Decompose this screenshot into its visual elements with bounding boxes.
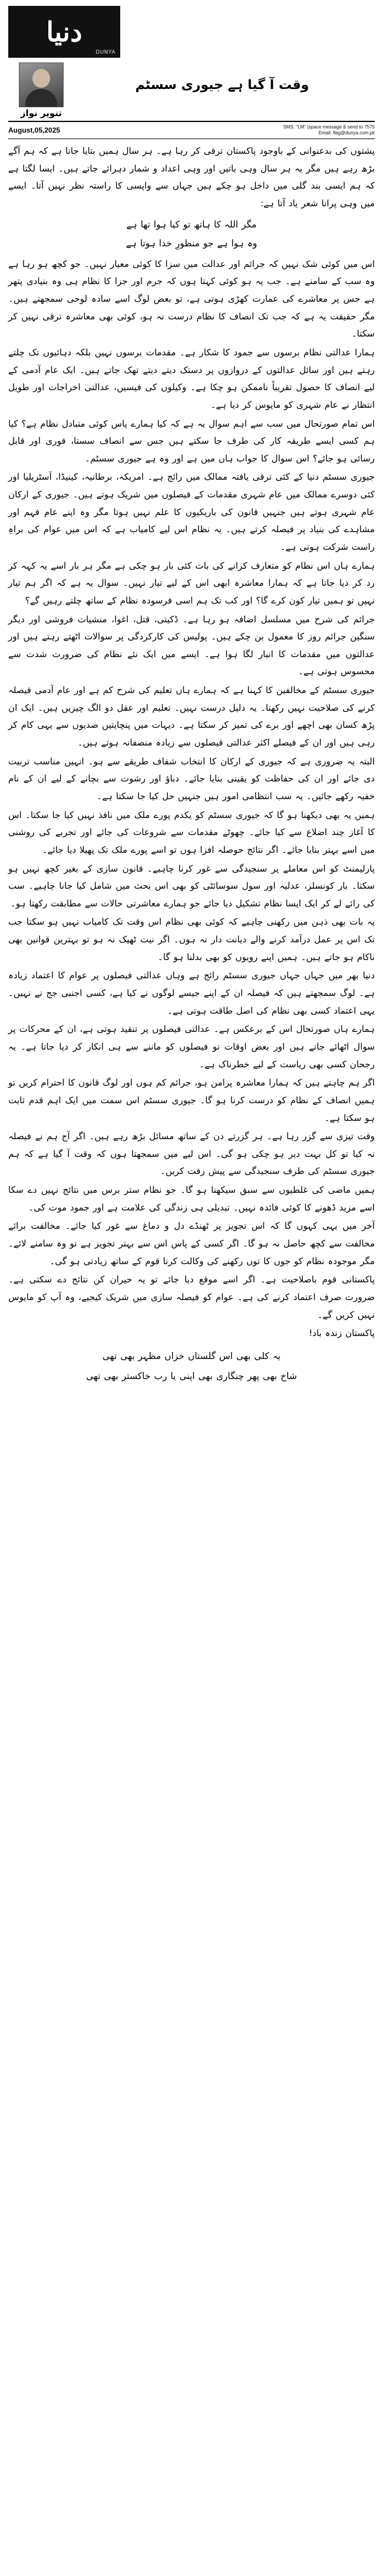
paragraph: جرائم کی شرح میں مسلسل اضافہ ہو رہا ہے۔ ڈکیتی، قتل، اغوا، منشیات فروشی اور دیگر سنگین جرائم روز کا معمول بن چکے ہیں۔ پولیس کی کارکردگی پر سوالات اٹھتے رہتے ہیں اور عدالتوں میں مقدمات کا انبار لگا ہوا ہے۔ ایسے میں ایک نئے نظام کی ضرورت شدت سے محسوس ہوتی ہے۔ bbox=[8, 614, 375, 677]
paragraph: جیوری سسٹم دنیا کے کئی ترقی یافتہ ممالک میں رائج ہے۔ امریکہ، برطانیہ، کینیڈا، آسٹریلیا اور کئی دوسرے ممالک میں عام شہری مقدمات کے فیصلوں میں شریک ہوتے ہیں۔ جیوری کے ارکان عام شہری ہوتے ہیں جنہیں قانون کی باریکیوں کا علم نہیں ہوتا مگر وہ اپنے عام فہم اور مشاہدے کی بنیاد پر فیصلہ کرتے ہیں۔ یہ نظام اس لیے کامیاب ہے کہ اس میں عوام کی براہِ راست شرکت ہوتی ہے۔ bbox=[8, 471, 375, 552]
page-title: وقت آ گیا ہے جیوری سسٹم bbox=[135, 78, 309, 93]
paragraph: دنیا بھر میں جہاں جہاں جیوری سسٹم رائج ہے وہاں عدالتی فیصلوں پر عوام کا اعتماد زیادہ ہے۔ لوگ سمجھتے ہیں کہ فیصلہ ان کے اپنے جیسے لوگوں نے کیا ہے، کسی اجنبی جج نے نہیں۔ یہی اعتماد کسی بھی نظام کی اصل طاقت ہوتی ہے۔ bbox=[8, 970, 375, 1016]
masthead bbox=[8, 6, 375, 60]
paragraph: البتہ یہ ضروری ہے کہ جیوری کے ارکان کا انتخاب شفاف طریقے سے ہو۔ انہیں مناسب تربیت دی جائے اور ان کی حفاظت کو یقینی بنایا جائے۔ دباؤ اور رشوت سے بچانے کے لیے ان کے نام خفیہ رکھے جائیں۔ یہ سب انتظامی امور ہیں جنہیں حل کیا جا سکتا ہے۔ bbox=[8, 756, 375, 802]
paragraph: پارلیمنٹ کو اس معاملے پر سنجیدگی سے غور کرنا چاہیے۔ قانون سازی کے بغیر کچھ نہیں ہو سکتا۔ بار کونسلز، عدلیہ اور سول سوسائٹی کو بھی اس بحث میں شامل کیا جانا چاہیے۔ سب کی رائے لے کر ایک ایسا نظام تشکیل دیا جائے جو ہمارے معاشرتی حالات سے مطابقت رکھتا ہو۔ bbox=[8, 863, 375, 909]
publication-logo bbox=[8, 6, 120, 58]
paragraph: ہمارے ہاں صورتحال اس کے برعکس ہے۔ عدالتی فیصلوں پر تنقید ہوتی ہے، ان کے محرکات پر سوال اٹھائے جاتے ہیں اور بعض اوقات تو فیصلوں کو ماننے سے ہی انکار کر دیا جاتا ہے۔ یہ رجحان کسی بھی ریاست کے لیے خطرناک ہے۔ bbox=[8, 1024, 375, 1070]
publish-date: August,05,2025 bbox=[8, 126, 61, 135]
paragraph: ہمارے ہاں اس نظام کو متعارف کرانے کی بات کئی بار ہو چکی ہے مگر ہر بار اسے یہ کہہ کر رد کر دیا جاتا ہے کہ ہمارا معاشرہ ابھی اس کے لیے تیار نہیں۔ سوال یہ ہے کہ اگر ہم تیار نہیں تو ہمیں تیار کون کرے گا؟ اور کب تک ہم اسی فرسودہ نظام کے ساتھ چلتے رہیں گے؟ bbox=[8, 560, 375, 606]
paragraph: ہمارا عدالتی نظام برسوں سے جمود کا شکار ہے۔ مقدمات برسوں نہیں بلکہ دہائیوں تک چلتے رہتے ہیں اور سائل عدالتوں کے دروازوں پر دستک دیتے دیتے تھک جاتے ہیں۔ ایک عام آدمی کے لیے انصاف کا حصول تقریباً ناممکن ہو چکا ہے۔ وکیلوں کی فیسیں، عدالتی اخراجات اور طویل انتظار نے عام شہری کو مایوس کر دیا ہے۔ bbox=[8, 347, 375, 410]
opening-verse bbox=[8, 215, 375, 253]
author-name: تنویر نواز bbox=[20, 108, 62, 118]
paragraph: پاکستان زندہ باد! bbox=[309, 1328, 375, 1339]
avatar bbox=[19, 62, 64, 107]
article-body bbox=[8, 143, 375, 1386]
closing-verse bbox=[8, 1346, 375, 1386]
paragraph: جیوری سسٹم کے مخالفین کا کہنا ہے کہ ہمارے ہاں تعلیم کی شرح کم ہے اور عام آدمی فیصلہ کرنے کی صلاحیت نہیں رکھتا۔ یہ دلیل درست نہیں۔ تعلیم اور عقل دو الگ چیزیں ہیں۔ ایک ان پڑھ کسان بھی اچھے اور برے کی تمیز کر سکتا ہے۔ دیہات میں پنچایتیں صدیوں سے یہی کام کر رہی ہیں اور ان کے فیصلے اکثر عدالتی فیصلوں سے زیادہ منصفانہ ہوتے ہیں۔ bbox=[8, 685, 375, 748]
logo-subtext: DUNYA bbox=[95, 50, 115, 55]
verse-line: وہ ہوا ہے جو منظورِ خدا ہوتا ہے bbox=[126, 238, 257, 249]
paragraph: آخر میں یہی کہوں گا کہ اس تجویز پر ٹھنڈے دل و دماغ سے غور کیا جائے۔ مخالفت برائے مخالفت سے کچھ حاصل نہ ہو گا۔ اگر کسی کے پاس اس سے بہتر تجویز ہے تو وہ سامنے لائے۔ مگر موجودہ نظام کو جوں کا توں رکھنے کی وکالت کرنا قوم کے ساتھ زیادتی ہو گی۔ bbox=[8, 1221, 375, 1266]
verse-line: مگر اللہ کا ہاتھ تو کیا ہوا تھا ہے bbox=[126, 219, 257, 230]
contact-info bbox=[283, 124, 375, 137]
meta-row bbox=[8, 123, 375, 140]
email-line[interactable]: Email: flag@dunya.com.pk bbox=[318, 130, 375, 136]
column-header bbox=[8, 62, 375, 122]
paragraph: اگر ہم چاہتے ہیں کہ ہمارا معاشرہ پرامن ہو، جرائم کم ہوں اور لوگ قانون کا احترام کریں تو ہمیں انصاف کے نظام کو درست کرنا ہو گا۔ جیوری سسٹم اس سمت میں ایک اہم قدم ثابت ہو سکتا ہے۔ bbox=[8, 1077, 375, 1123]
paragraph: وقت تیزی سے گزر رہا ہے۔ ہر گزرتے دن کے ساتھ مسائل بڑھ رہے ہیں۔ اگر آج ہم نے فیصلہ نہ کیا تو کل بہت دیر ہو چکی ہو گی۔ اس لیے میں سمجھتا ہوں کہ وقت آ گیا ہے کہ ہم جیوری سسٹم کی طرف سنجیدگی سے پیش رفت کریں۔ bbox=[8, 1131, 375, 1177]
paragraph: یہ بات بھی ذہن میں رکھنی چاہیے کہ کوئی بھی نظام اس وقت تک کامیاب نہیں ہو سکتا جب تک اس پر عمل درآمد کرنے والے دیانت دار نہ ہوں۔ اگر نیت ٹھیک نہ ہو تو بہترین قوانین بھی ناکام ہو جاتے ہیں۔ ہمیں اپنے رویوں کو بھی بدلنا ہو گا۔ bbox=[8, 916, 375, 962]
paragraph: اس میں کوئی شک نہیں کہ جرائم اور عدالت میں سزا کا کوئی معیار نہیں۔ جو کچھ ہو رہا ہے وہ سب کے سامنے ہے۔ جب یہ ہو کوئی کہتا ہوں کہ جرم اور جزا کا نظام ہی وہ بنیادی پتھر ہے جس پر معاشرے کی عمارت کھڑی ہوتی ہے، تو بعض لوگ اسے سادہ لوحی سمجھتے ہیں۔ مگر حقیقت یہ ہے کہ جب تک انصاف کا نظام درست نہ ہو، کوئی بھی معاشرہ ترقی نہیں کر سکتا۔ bbox=[8, 258, 375, 339]
logo-text: دنیا bbox=[46, 16, 82, 48]
verse-line: یہ کلی بھی اس گلستاں خزاں مظہر بھی تھی bbox=[102, 1350, 281, 1361]
author-block bbox=[13, 62, 70, 118]
sms-line: SMS: "LM" (space message & send to 7575 bbox=[283, 124, 375, 130]
paragraph: پاکستانی قوم باصلاحیت ہے۔ اگر اسے موقع دیا جائے تو یہ حیران کن نتائج دے سکتی ہے۔ ضرورت صرف اعتماد کرنے کی ہے۔ عوام کو فیصلہ سازی میں شریک کیجیے، وہ آپ کو مایوس نہیں کریں گے۔ bbox=[8, 1274, 375, 1320]
column-title-wrap bbox=[70, 62, 375, 93]
paragraph-intro: پشتوں کی بدعنوانی کے باوجود پاکستان ترقی کر رہا ہے۔ ہر سال ہمیں بتایا جاتا ہے کہ ہم آگے بڑھ رہے ہیں مگر یہ ہر سال وہی باتیں اور وہی اعداد و شمار دہرائے جاتے ہیں۔ ایسا لگتا ہے کہ ہم ایسی بند گلی میں داخل ہو چکے ہیں جہاں سے واپسی کا راستہ نظر نہیں آتا۔ ایسے میں وہی پرانا شعر یاد آتا ہے: bbox=[8, 146, 375, 209]
verse-line: شاخ بھی پھر چنگاری بھی اپنی یا رب خاکستر بھی تھی bbox=[86, 1370, 297, 1381]
paragraph: ہمیں ماضی کی غلطیوں سے سبق سیکھنا ہو گا۔ جو نظام ستر برس میں نتائج نہیں دے سکا اسے مزید ڈھونے کا کوئی فائدہ نہیں۔ تبدیلی ہی زندگی کی علامت ہے اور جمود موت کی۔ bbox=[8, 1185, 375, 1213]
paragraph: ہمیں یہ بھی دیکھنا ہو گا کہ جیوری سسٹم کو یکدم پورے ملک میں نافذ نہیں کیا جا سکتا۔ اس کا آغاز چند اضلاع سے کیا جائے۔ چھوٹے مقدمات سے شروعات کی جائے اور تجربے کی روشنی میں اسے بہتر بنایا جائے۔ اگر نتائج حوصلہ افزا ہوں تو اسے پورے ملک تک پھیلا دیا جائے۔ bbox=[8, 809, 375, 855]
paragraph: اس تمام صورتحال میں سب سے اہم سوال یہ ہے کہ کیا ہمارے پاس کوئی متبادل نظام ہے؟ کیا ہم کسی ایسے طریقہ کار کی طرف جا سکتے ہیں جس سے انصاف سستا، فوری اور قابل رسائی ہو جائے؟ اس سوال کا جواب ہاں میں ہے اور وہ ہے جیوری سسٹم۔ bbox=[8, 418, 375, 464]
